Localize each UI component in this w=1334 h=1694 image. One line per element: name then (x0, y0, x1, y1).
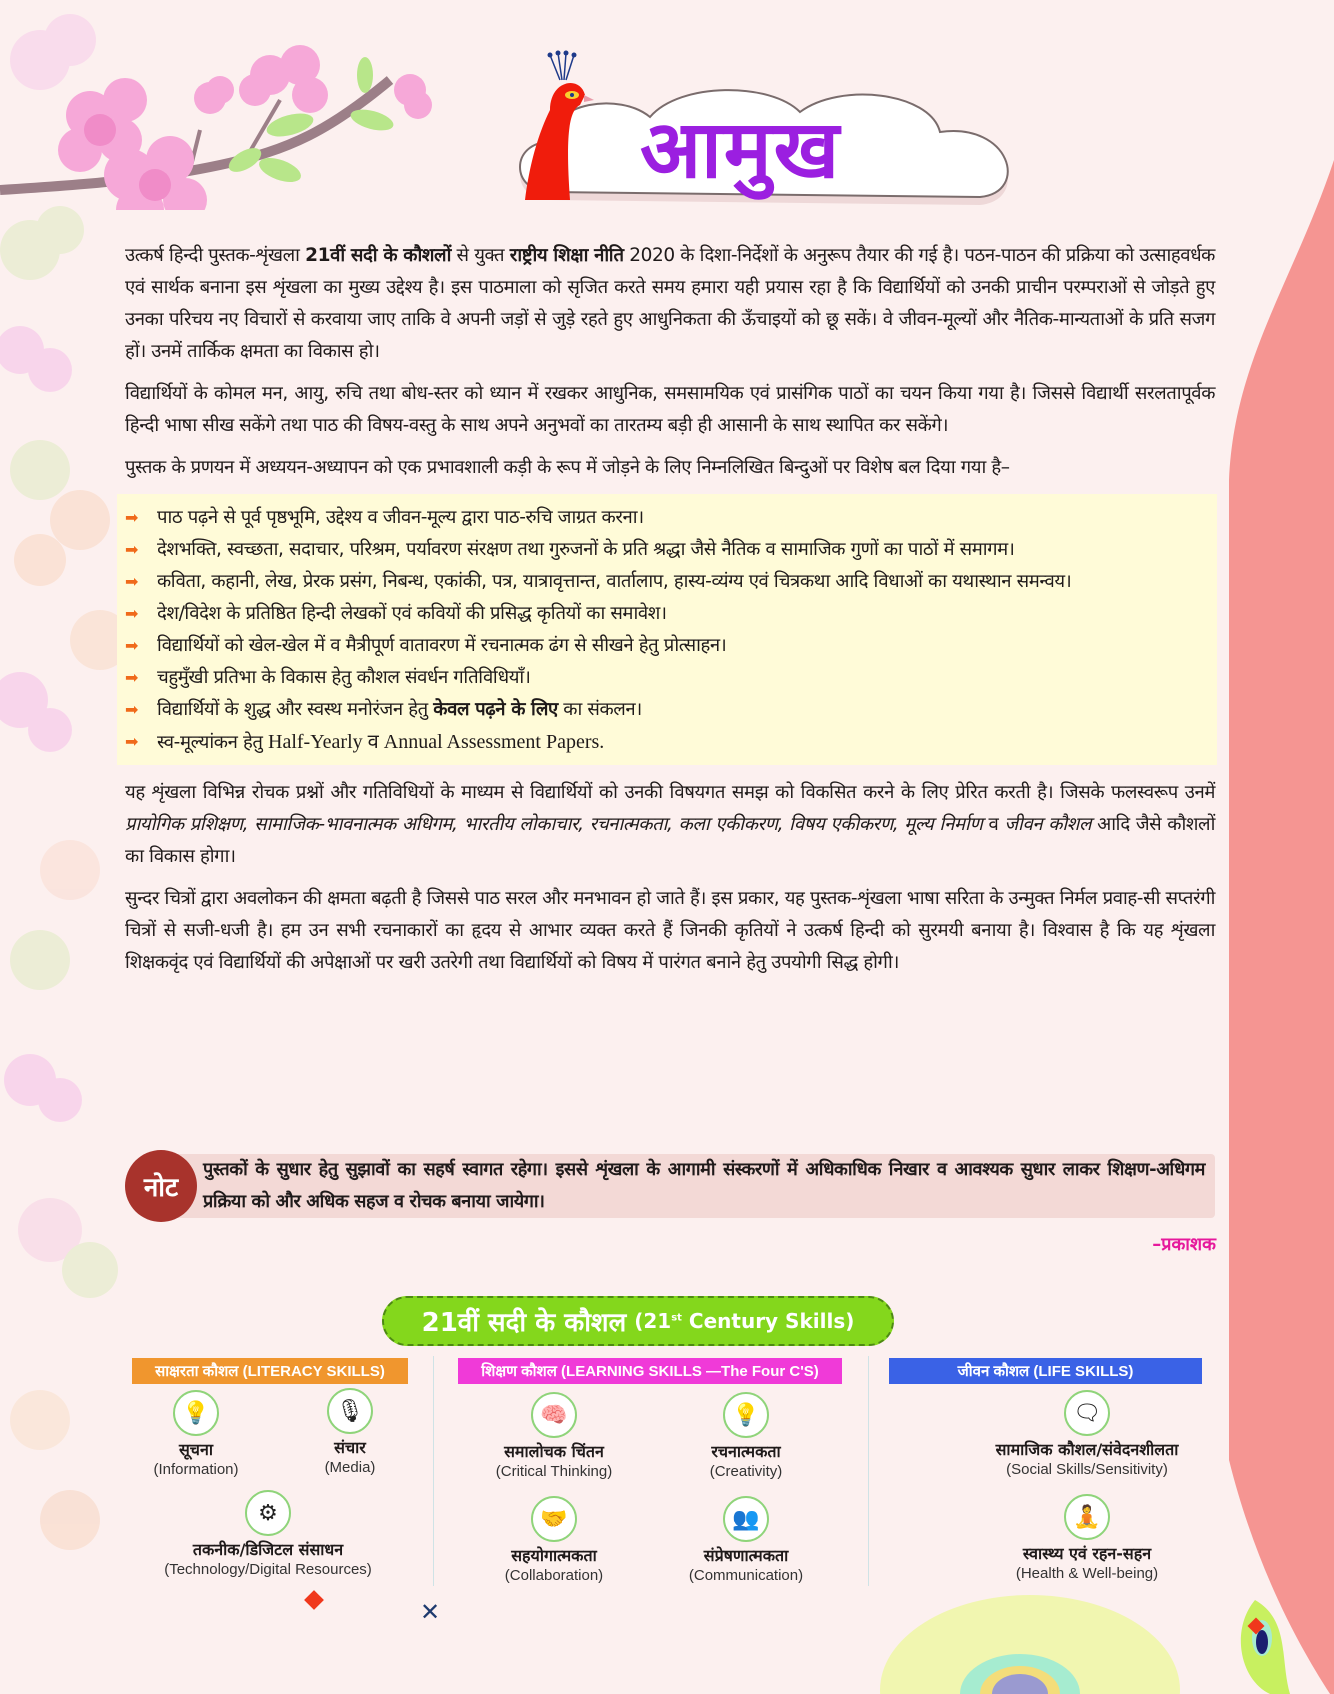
skills-title-english (634, 1309, 854, 1333)
bold-text: केवल पढ़ने के लिए (433, 699, 558, 720)
list-item-text (157, 694, 642, 726)
foreword-body (125, 240, 1215, 989)
skills-section-title (382, 1296, 894, 1346)
arrow-right-icon: ➡ (125, 700, 139, 719)
text-span: व (982, 814, 1005, 835)
handshake-icon: 🤝 (531, 1496, 577, 1542)
note-text: पुस्तकों के सुधार हेतु सुझावों का सहर्ष स्वागत रहेगा। इससे शृंखला के आगामी संस्करणों में अधिकाधिक निखार व आवश्यक सुधार लाकर शिक्षण-अधिगम प्रक्रिया को और अधिक सहज व रोचक बनाया जायेगा। (203, 1159, 1205, 1212)
group-chat-icon: 👥 (723, 1496, 769, 1542)
skill-social (952, 1390, 1222, 1480)
cross-decoration: ✕ (420, 1599, 441, 1626)
list-item (125, 598, 1209, 630)
text-span: विद्यार्थियों के शुद्ध और स्वस्थ मनोरंजन हेतु (157, 699, 434, 720)
skill-label-english: (Social Skills/Sensitivity) (1006, 1461, 1168, 1478)
text-span: आदि जैसे कौशलों का विकास होगा। (125, 814, 1215, 867)
arrow-right-icon: ➡ (125, 636, 139, 655)
italic-text: जीवन कौशल (1004, 814, 1092, 835)
list-item-text: देशभक्ति, स्वच्छता, सदाचार, परिश्रम, पर्यावरण संरक्षण तथा गुरुजनों के प्रति श्रद्धा जैसे नैतिक व सामाजिक गुणों का पाठों में समागम। (157, 539, 1015, 560)
skill-health (952, 1494, 1222, 1584)
skill-technology (158, 1490, 378, 1580)
page-title: आमुख (640, 103, 842, 196)
head-thinking-icon: 🧠 (531, 1392, 577, 1438)
skill-label-english: (Critical Thinking) (495, 1463, 613, 1480)
skill-collaboration (444, 1496, 664, 1586)
skill-label-english: (Technology/Digital Resources) (164, 1561, 372, 1578)
skill-label-hindi: स्वास्थ्य एवं रहन-सहन (1022, 1544, 1152, 1563)
skill-label-hindi: संचार (334, 1438, 366, 1457)
list-item (125, 630, 1209, 662)
list-item (125, 534, 1209, 566)
literacy-skills-header: साक्षरता कौशल (LITERACY SKILLS) (132, 1358, 408, 1384)
list-item-text (157, 726, 604, 759)
text-span: से युक्त (450, 245, 510, 266)
cherry-blossom-branch (0, 20, 440, 210)
list-item-text: देश/विदेश के प्रतिष्ठित हिन्दी लेखकों एवं कवियों की प्रसिद्ध कृतियों का समावेश। (157, 603, 667, 624)
list-item (125, 694, 1209, 726)
list-item-text: विद्यार्थियों को खेल-खेल में व मैत्रीपूर्ण वातावरण में रचनात्मक ढंग से सीखने हेतु प्रोत्साहन। (157, 635, 727, 656)
paragraph-acknowledgement: सुन्दर चित्रों द्वारा अवलोकन की क्षमता बढ़ती है जिससे पाठ सरल और मनभावन हो जाते हैं। इस प्रकार, यह पुस्तक-शृंखला भाषा सरिता के उन्मुक्त निर्मल प्रवाह-सी सप्तरंगी चित्रों से सजी-धजी है। हम उन सभी रचनाकारों का हृदय से आभार व्यक्त करते हैं जिनकी कृतियों ने उत्कर्ष हिन्दी को सुरमयी बनाया है। विश्वास है कि यह शृंखला शिक्षकवृंद एवं विद्यार्थियों की अपेक्षाओं पर खरी उतरेगी तथा विद्यार्थियों को विषय में पारंगत बनाने हेतु उपयोगी सिद्ध होगी। (125, 888, 1215, 973)
skill-label-english: (Media) (324, 1459, 376, 1476)
skill-label-english: (Communication) (688, 1567, 804, 1584)
arrow-right-icon: ➡ (125, 540, 139, 559)
diamond-decoration (304, 1590, 324, 1610)
skill-label-hindi: सूचना (178, 1440, 213, 1459)
social-people-icon: 🗨 (1064, 1390, 1110, 1436)
arrow-right-icon: ➡ (125, 668, 139, 687)
list-item (125, 502, 1209, 534)
skill-label-english: (Information) (153, 1461, 239, 1478)
skill-label-hindi: रचनात्मकता (711, 1442, 781, 1461)
text-span: यह शृंखला विभिन्न रोचक प्रश्नों और गतिविधियों के माध्यम से विद्यार्थियों को उनकी विषयगत समझ को विकसित करने के लिए प्रेरित करती है। जिसके फलस्वरूप उनमें (125, 782, 1215, 803)
life-skills-header: जीवन कौशल (LIFE SKILLS) (889, 1358, 1202, 1384)
note-badge: नोट (125, 1150, 197, 1222)
text-span: उत्कर्ष हिन्दी पुस्तक-शृंखला (125, 245, 306, 266)
list-item-text: चहुमुँखी प्रतिभा के विकास हेतु कौशल संवर्धन गतिविधियाँ। (157, 667, 531, 688)
bold-text: राष्ट्रीय शिक्षा नीति (509, 245, 624, 266)
skills-title-hindi: 21वीं सदी के कौशल (421, 1308, 627, 1338)
skill-label-hindi: सामाजिक कौशल/संवेदनशीलता (995, 1440, 1179, 1459)
text-span: Century Skills) (681, 1309, 855, 1333)
publisher-signature: –प्रकाशक (1152, 1234, 1216, 1255)
focus-points-list (117, 494, 1217, 765)
microphone-icon: 🎙 (327, 1388, 373, 1434)
lightbulb-book-icon: 💡 (173, 1390, 219, 1436)
paragraph-intro (125, 240, 1215, 368)
text-span: 2020 के दिशा-निर्देशों के अनुरूप तैयार की गई है। पठन-पाठन की प्रक्रिया को उत्साहवर्धक एवं सार्थक बनाना इस शृंखला का मुख्य उद्देश्य है। इस पाठमाला को सृजित करते समय हमारा यही प्रयास रहा है कि विद्यार्थियों को उनकी प्राचीन परम्पराओं से जोड़ते हुए उनका परिचय नए विचारों से करवाया जाए ताकि वे अपनी जड़ों से जुड़े रहते हुए आधुनिकता की ऊँचाइयों को छू सकें। वे जीवन-मूल्यों और नैतिक-मान्यताओं के प्रति सजग हों। उनमें तार्किक क्षमता का विकास हो। (125, 245, 1215, 362)
text-span: (21 (634, 1309, 672, 1333)
list-item (125, 662, 1209, 694)
skill-label-english: (Creativity) (709, 1463, 783, 1480)
skill-critical-thinking (444, 1392, 664, 1482)
skill-label-hindi: सहयोगात्मकता (511, 1546, 597, 1565)
text-span: का संकलन। (557, 699, 642, 720)
arrow-right-icon: ➡ (125, 572, 139, 591)
list-item-text: पाठ पढ़ने से पूर्व पृष्ठभूमि, उद्देश्य व जीवन-मूल्य द्वारा पाठ-रुचि जाग्रत करना। (157, 507, 644, 528)
skill-label-hindi: समालोचक चिंतन (504, 1442, 604, 1461)
list-item (125, 566, 1209, 598)
arrow-right-icon: ➡ (125, 732, 139, 751)
superscript: st (671, 1312, 682, 1324)
list-item (125, 726, 1209, 759)
skill-label-hindi: तकनीक/डिजिटल संसाधन (192, 1540, 344, 1559)
skill-label-hindi: संप्रेषणात्मकता (703, 1546, 789, 1565)
peacock-feather-decoration (850, 1580, 1334, 1694)
meditation-icon: 🧘 (1064, 1494, 1110, 1540)
skill-label-english: (Collaboration) (504, 1567, 604, 1584)
gear-circuit-icon: ⚙ (245, 1490, 291, 1536)
curtain-decoration (1214, 160, 1334, 1694)
arrow-right-icon: ➡ (125, 604, 139, 623)
list-item-text: कविता, कहानी, लेख, प्रेरक प्रसंग, निबन्ध, एकांकी, पत्र, यात्रावृत्तान्त, वार्तालाप, हास्य-व्यंग्य एवं चित्रकथा आदि विधाओं का यथास्थान समन्वय। (157, 571, 1072, 592)
learning-skills-header: शिक्षण कौशल (LEARNING SKILLS —The Four C'S) (458, 1358, 842, 1384)
paragraph-focus-points: पुस्तक के प्रणयन में अध्ययन-अध्यापन को एक प्रभावशाली कड़ी के रूप में जोड़ने के लिए निम्नलिखित बिन्दुओं पर विशेष बल दिया गया है– (125, 457, 1010, 478)
skill-media (240, 1388, 460, 1478)
skill-communication (636, 1496, 856, 1586)
skill-creativity (636, 1392, 856, 1482)
arrow-right-icon: ➡ (125, 508, 139, 527)
english-text: Half-Yearly व Annual Assessment Papers. (268, 731, 605, 753)
peacock-illustration (520, 50, 610, 210)
skill-label-english: (Health & Well-being) (1015, 1565, 1159, 1582)
text-span: स्व-मूल्यांकन हेतु (157, 732, 269, 753)
note-box (125, 1148, 1215, 1218)
paragraph-skills (125, 777, 1215, 873)
paragraph-selection: विद्यार्थियों के कोमल मन, आयु, रुचि तथा बोध-स्तर को ध्यान में रखकर आधुनिक, समसामयिक एवं प्रासंगिक पाठों का चयन किया गया है। जिससे विद्यार्थी सरलतापूर्वक हिन्दी भाषा सीख सकेंगे तथा पाठ की विषय-वस्तु के साथ अपने अनुभवों का तारतम्य बड़ी ही आसानी के साथ स्थापित कर सकेंगे। (125, 383, 1215, 436)
bold-text: 21वीं सदी के कौशलों (305, 245, 451, 266)
italic-text: प्रायोगिक प्रशिक्षण, सामाजिक-भावनात्मक अधिगम, भारतीय लोकाचार, रचनात्मकता, कला एकीकरण, विषय एकीकरण, मूल्य निर्माण (125, 814, 983, 835)
idea-bulb-icon: 💡 (723, 1392, 769, 1438)
column-divider (868, 1356, 869, 1586)
